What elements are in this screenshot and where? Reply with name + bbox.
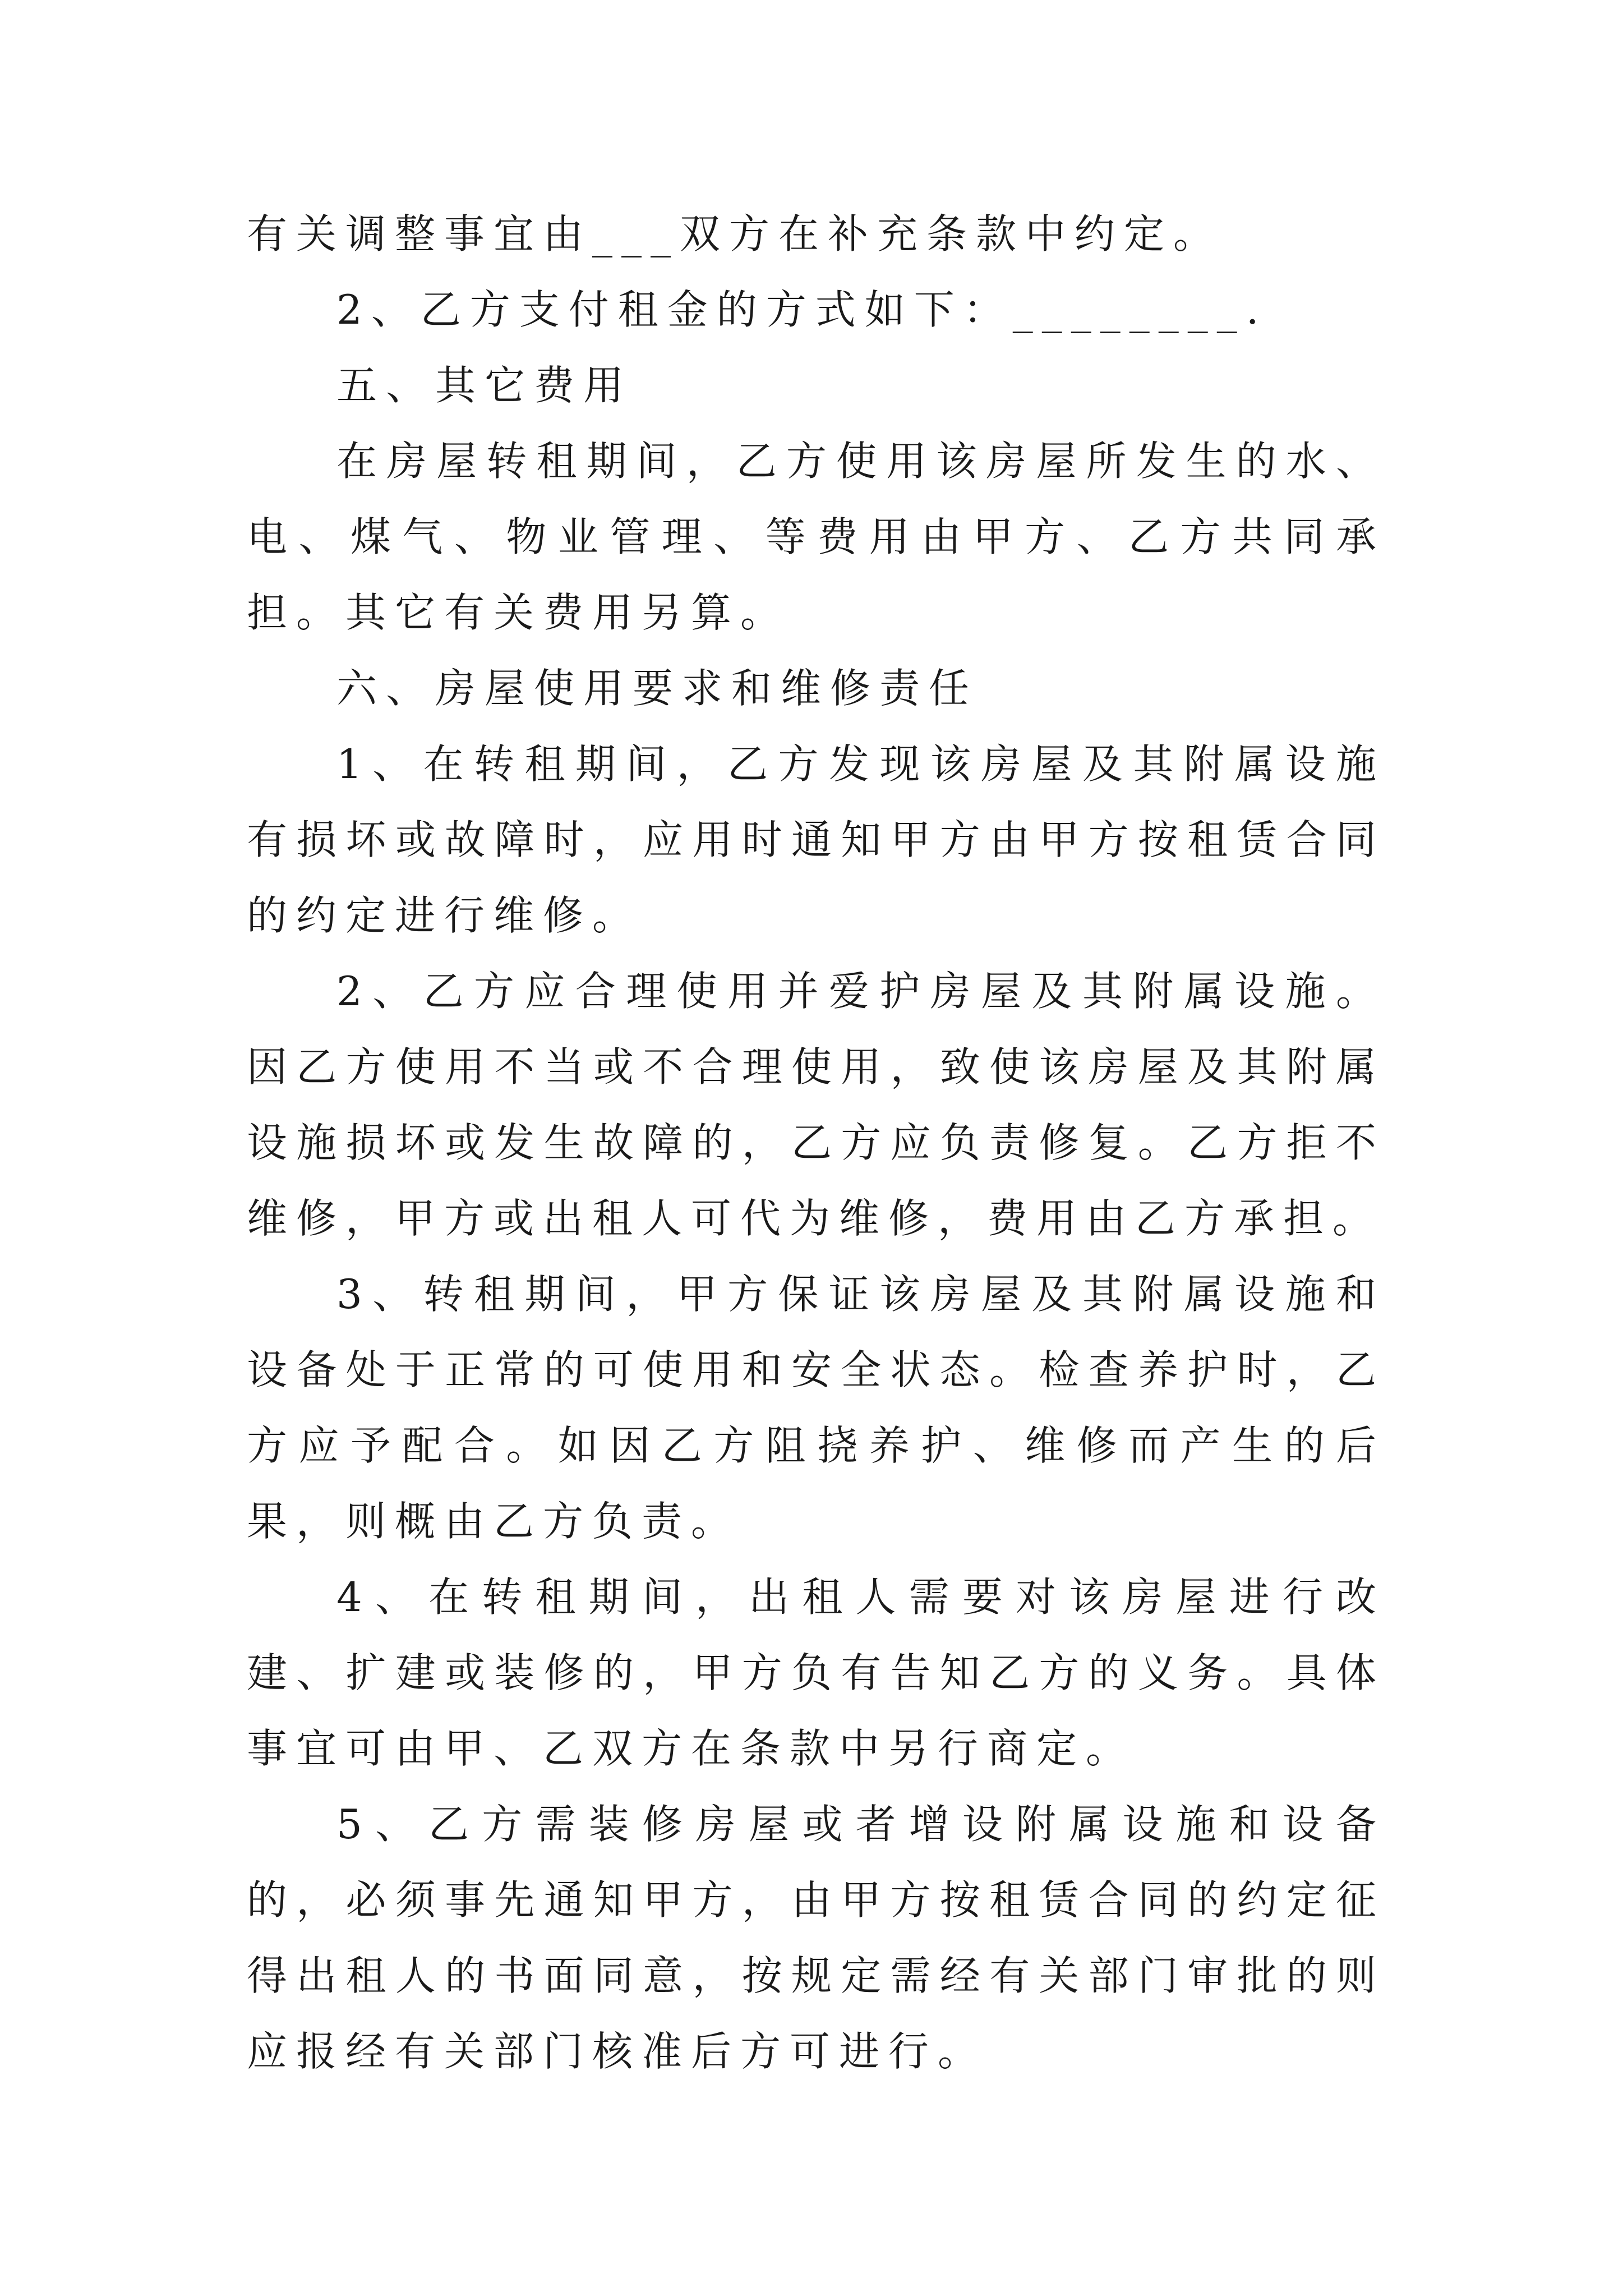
paragraph-other-fees: 在房屋转租期间，乙方使用该房屋所发生的水、电、煤气、物业管理、等费用由甲方、乙方共同承担。其它有关费用另算。 [247,438,1385,636]
paragraph-clause-1: 1、在转租期间，乙方发现该房屋及其附属设施有损坏或故障时，应用时通知甲方由甲方按租赁合同的约定进行维修。 [247,740,1385,939]
paragraph-adjustment-clause: 有关调整事宜由___双方在补充条款中约定。 [247,210,1223,257]
document-body [247,196,1385,2090]
paragraph-rent-payment-method: 2、乙方支付租金的方式如下：________. [336,286,1268,333]
section-heading-other-fees: 五、其它费用 [336,362,633,409]
paragraph-clause-2: 2、乙方应合理使用并爱护房屋及其附属设施。因乙方使用不当或不合理使用，致使该房屋及其附属设施损坏或发生故障的，乙方应负责修复。乙方拒不维修，甲方或出租人可代为维修，费用由乙方承担。 [247,968,1385,1242]
paragraph-clause-5: 5、乙方需装修房屋或者增设附属设施和设备的，必须事先通知甲方，由甲方按租赁合同的约定征得出租人的书面同意，按规定需经有关部门审批的则应报经有关部门核准后方可进行。 [247,1801,1385,2075]
section-heading-usage-maintenance: 六、房屋使用要求和维修责任 [336,665,979,712]
paragraph-clause-4: 4、在转租期间，出租人需要对该房屋进行改建、扩建或装修的，甲方负有告知乙方的义务。具体事宜可由甲、乙双方在条款中另行商定。 [247,1573,1385,1772]
paragraph-clause-3: 3、转租期间，甲方保证该房屋及其附属设施和设备处于正常的可使用和安全状态。检查养护时，乙方应予配合。如因乙方阻挠养护、维修而产生的后果，则概由乙方负责。 [247,1271,1385,1545]
